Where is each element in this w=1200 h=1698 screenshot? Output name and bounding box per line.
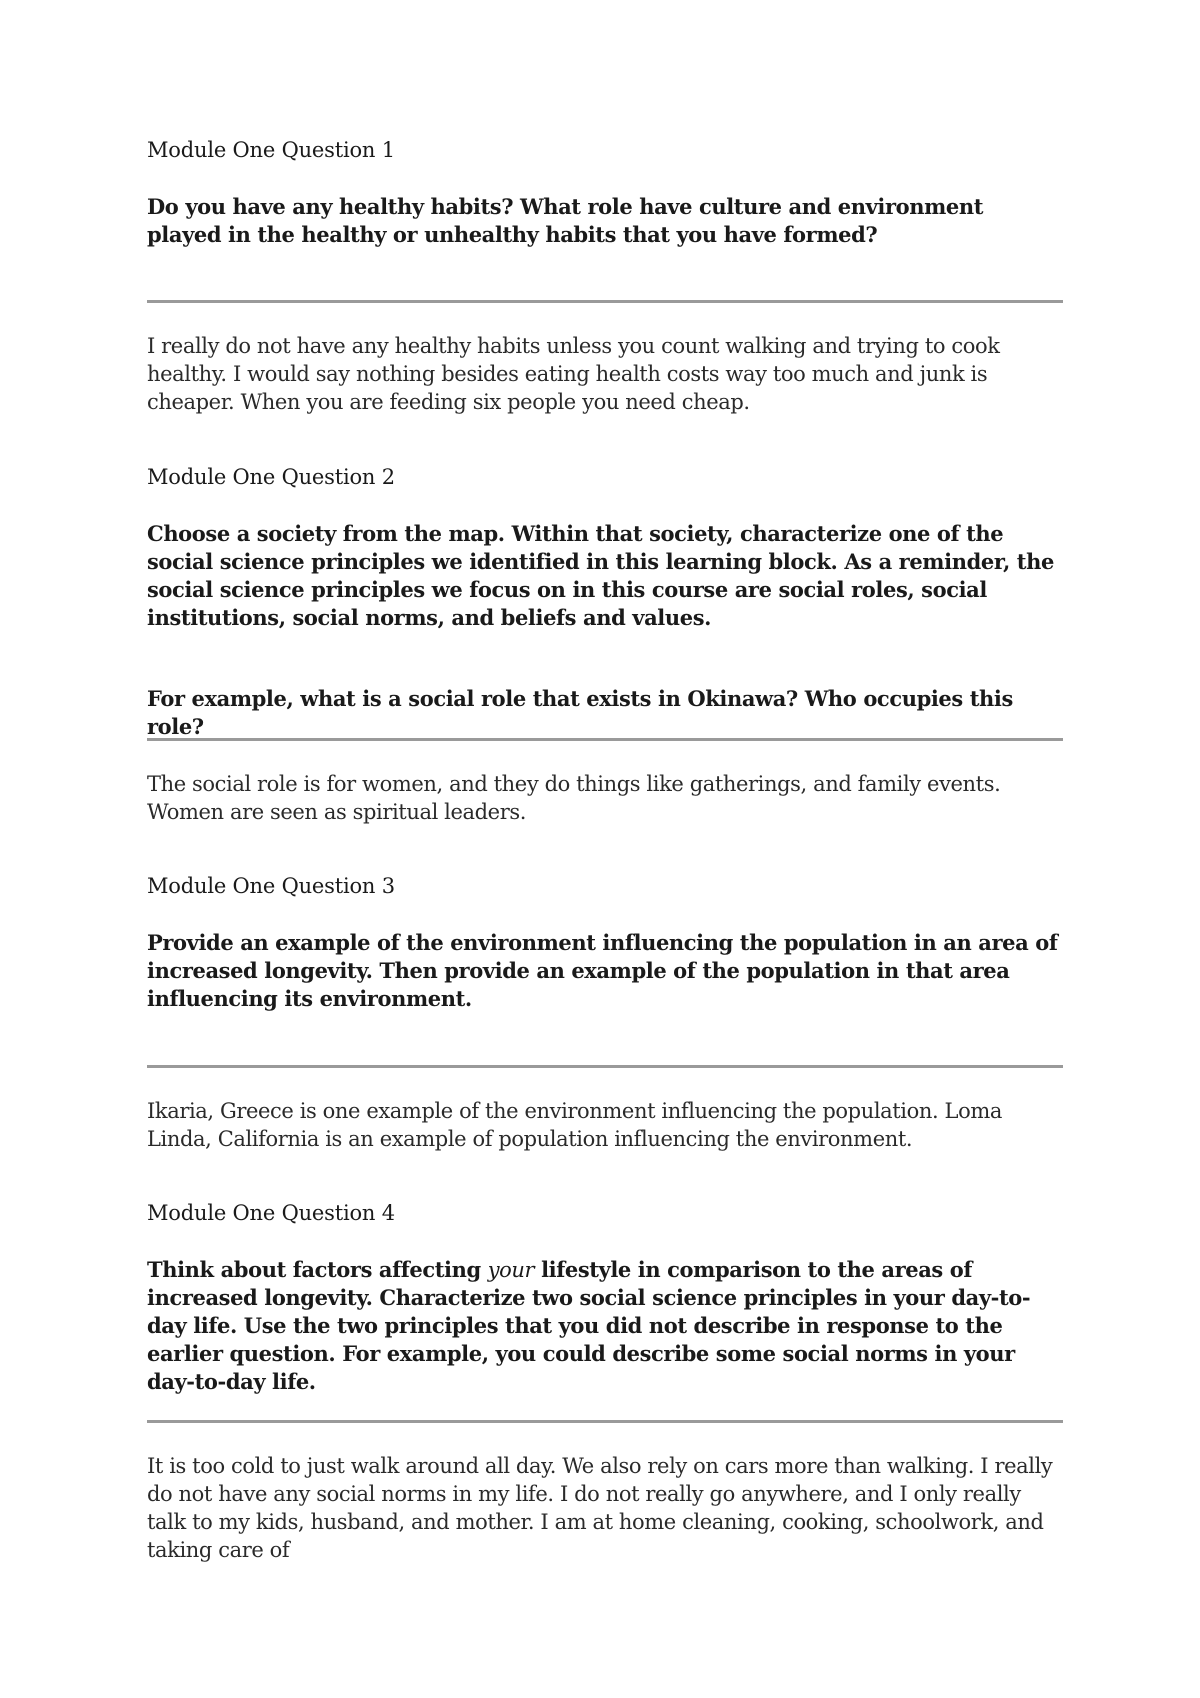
question-4-prompt-emphasis: your <box>487 1258 535 1282</box>
question-3-answer: Ikaria, Greece is one example of the environment influencing the population. Loma Linda, California is an example of population influencing the environment. <box>147 1099 1002 1151</box>
question-3-prompt: Provide an example of the environment influencing the population in an area of increased longevity. Then provide an example of the population in that area influencing its environment. <box>147 930 1058 1011</box>
question-2-heading: Module One Question 2 <box>147 465 395 489</box>
question-3-heading: Module One Question 3 <box>147 874 395 898</box>
question-4-answer-divider <box>147 1420 1063 1423</box>
question-2-section <box>147 463 1063 632</box>
question-3-section <box>147 872 1063 1013</box>
question-1-prompt: Do you have any healthy habits? What role have culture and environment played in the healthy or unhealthy habits that you have formed? <box>147 194 984 247</box>
question-2-prompt-example: For example, what is a social role that exists in Okinawa? Who occupies this role? <box>147 686 1013 739</box>
question-4-answer: It is too cold to just walk around all day. We also rely on cars more than walking. I really do not have any social norms in my life. I do not really go anywhere, and I only really talk to my kids, husband, and mother. I am at home cleaning, cooking, schoolwork, and taking care of <box>147 1454 1053 1562</box>
question-4-prompt <box>147 1256 1063 1396</box>
question-4-prompt-start: Think about factors affecting <box>147 1257 488 1282</box>
question-1-heading: Module One Question 1 <box>147 138 395 162</box>
question-1-answer: I really do not have any healthy habits unless you count walking and trying to cook healthy. I would say nothing besides eating health costs way too much and junk is cheaper. When you are feeding six people you need cheap. <box>147 334 1000 414</box>
question-2-answer-divider <box>147 738 1063 741</box>
question-4-heading: Module One Question 4 <box>147 1201 395 1225</box>
question-4-section <box>147 1199 1063 1396</box>
question-3-answer-divider <box>147 1065 1063 1068</box>
question-1-answer-divider <box>147 300 1063 303</box>
question-1-section <box>147 136 1063 249</box>
question-2-prompt: Choose a society from the map. Within that society, characterize one of the social science principles we identified in this learning block. As a reminder, the social science principles we focus on in this course are social roles, social institutions, social norms, and beliefs and values. <box>147 521 1054 630</box>
question-4-prompt-end: lifestyle in comparison to the areas of increased longevity. Characterize two social science principles in your day-to-day life. Use the two principles that you did not describe in response to the earlier question. For example, you could describe some social norms in your day-to-day life. <box>147 1257 1031 1394</box>
question-2-answer: The social role is for women, and they do things like gatherings, and family events. Women are seen as spiritual leaders. <box>147 772 1001 824</box>
